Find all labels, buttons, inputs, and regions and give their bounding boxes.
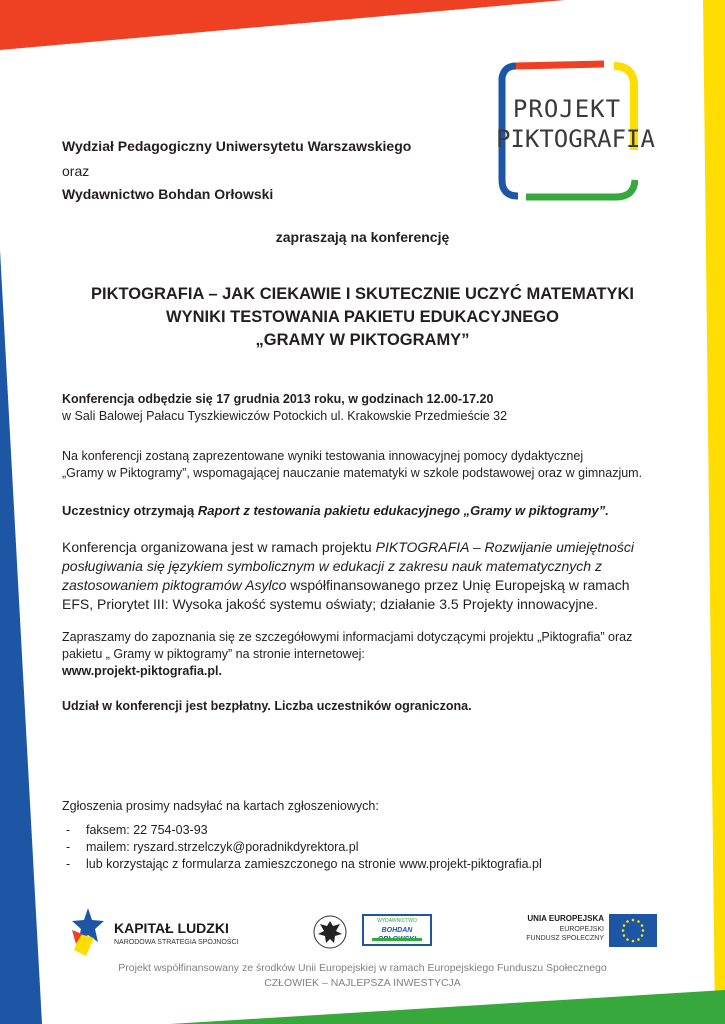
logo-line1: PROJEKT <box>512 95 622 123</box>
free-participation-note: Udział w konferencji jest bezpłatny. Liczba uczestników ograniczona. <box>62 699 472 713</box>
organizer-1: Wydział Pedagogiczny Uniwersytetu Warszawskiego <box>62 138 412 154</box>
project-website-link[interactable]: www.projekt-piktografia.pl. <box>62 664 222 678</box>
ue-sub-2: FUNDUSZ SPOŁECZNY <box>526 935 604 942</box>
title-line-3: „GRAMY W PIKTOGRAMY” <box>255 331 470 349</box>
logo-line2: PIKTOGRAFIA <box>496 125 655 153</box>
report-prefix: Uczestnicy otrzymają <box>62 503 198 518</box>
kapital-ludzki-subtitle: NARODOWA STRATEGIA SPÓJNOŚCI <box>114 939 239 946</box>
green-stripe <box>170 990 725 1024</box>
blue-stripe <box>0 250 42 1024</box>
title-line-2: WYNIKI TESTOWANIA PAKIETU EDUKACYJNEGO <box>166 308 559 326</box>
project-name: PIKTOGRAFIA – Rozwijanie umiejętności posługiwania się językiem symbolicznym w edukacji z zakresu nauk matematycznych z zastosowaniem piktogramów Asylco <box>62 539 634 593</box>
registration-list <box>62 822 542 873</box>
conference-venue: w Sali Balowej Pałacu Tyszkiewiczów Potockich ul. Krakowskie Przedmieście 32 <box>62 409 508 423</box>
project-text-1: Konferencja organizowana jest w ramach projektu <box>62 539 376 555</box>
yellow-stripe <box>703 0 725 1024</box>
registration-form[interactable]: - lub korzystając z formularza zamieszczonego na stronie www.projekt-piktografia.pl <box>62 856 542 873</box>
registration-fax: - faksem: 22 754-03-93 <box>62 822 542 839</box>
report-title: Raport z testowania pakietu edukacyjnego „Gramy w piktogramy”. <box>197 503 609 518</box>
registration-email[interactable]: - mailem: ryszard.strzelczyk@poradnikdyrektora.pl <box>62 839 542 856</box>
bohdan-orlowski-logo <box>362 914 432 946</box>
eagle-emblem-icon <box>312 912 348 952</box>
invitation: zapraszają na konferencję <box>275 229 450 245</box>
more-info-line-2: pakietu „ Gramy w piktogramy” na stronie internetowej: <box>62 647 365 661</box>
kapital-ludzki-title: KAPITAŁ LUDZKI <box>114 920 229 936</box>
intro-line-2: „Gramy w Piktogramy”, wspomagającej nauczanie matematyki w szkole podstawowej oraz w gimnazjum. <box>62 466 643 480</box>
conference-date: Konferencja odbędzie się 17 grudnia 2013 roku, w godzinach 12.00-17.20 <box>62 392 494 406</box>
ue-sub-1: EUROPEJSKI <box>559 926 604 933</box>
footer-line-2: CZŁOWIEK – NAJLEPSZA INWESTYCJA <box>264 977 461 989</box>
bohdan-orlowski-name: BOHDAN <box>381 927 413 934</box>
university-emblem <box>312 912 348 952</box>
eu-flag-icon <box>609 914 657 947</box>
kapital-ludzki-logo <box>70 904 270 960</box>
ue-title: UNIA EUROPEJSKA <box>527 914 604 923</box>
registration-intro: Zgłoszenia prosimy nadsyłać na kartach zgłoszeniowych: <box>62 799 379 813</box>
bohdan-orlowski-top: WYDAWNICTWO <box>377 918 417 924</box>
kapital-ludzki-star-icon <box>70 904 106 960</box>
red-stripe <box>0 0 565 50</box>
project-description <box>62 538 662 614</box>
intro-line-1: Na konferencji zostaną zaprezentowane wyniki testowania innowacyjnej pomocy dydaktycznej <box>62 449 584 463</box>
title-line-1: PIKTOGRAFIA – JAK CIEKAWIE I SKUTECZNIE UCZYĆ MATEMATYKI <box>91 285 634 303</box>
footer-line-1: Projekt współfinansowany ze środków Unii Europejskiej w ramach Europejskiego Funduszu Społecznego <box>118 962 607 974</box>
report-info <box>62 502 609 520</box>
more-info-line-1: Zapraszamy do zapoznania się ze szczegółowymi informacjami dotyczącymi projektu „Piktografia” oraz <box>62 630 633 644</box>
ue-label <box>520 914 604 943</box>
organizer-conjunction: oraz <box>62 163 90 179</box>
bohdan-orlowski-bar <box>372 938 422 941</box>
organizer-2: Wydawnictwo Bohdan Orłowski <box>62 186 274 202</box>
projekt-piktografia-logo <box>496 60 655 202</box>
project-text-2: współfinansowanego przez Unię Europejską w ramach EFS, Priorytet III: Wysoka jakość systemu oświaty; działanie 3.5 Projekty innowacyjne. <box>62 577 630 612</box>
